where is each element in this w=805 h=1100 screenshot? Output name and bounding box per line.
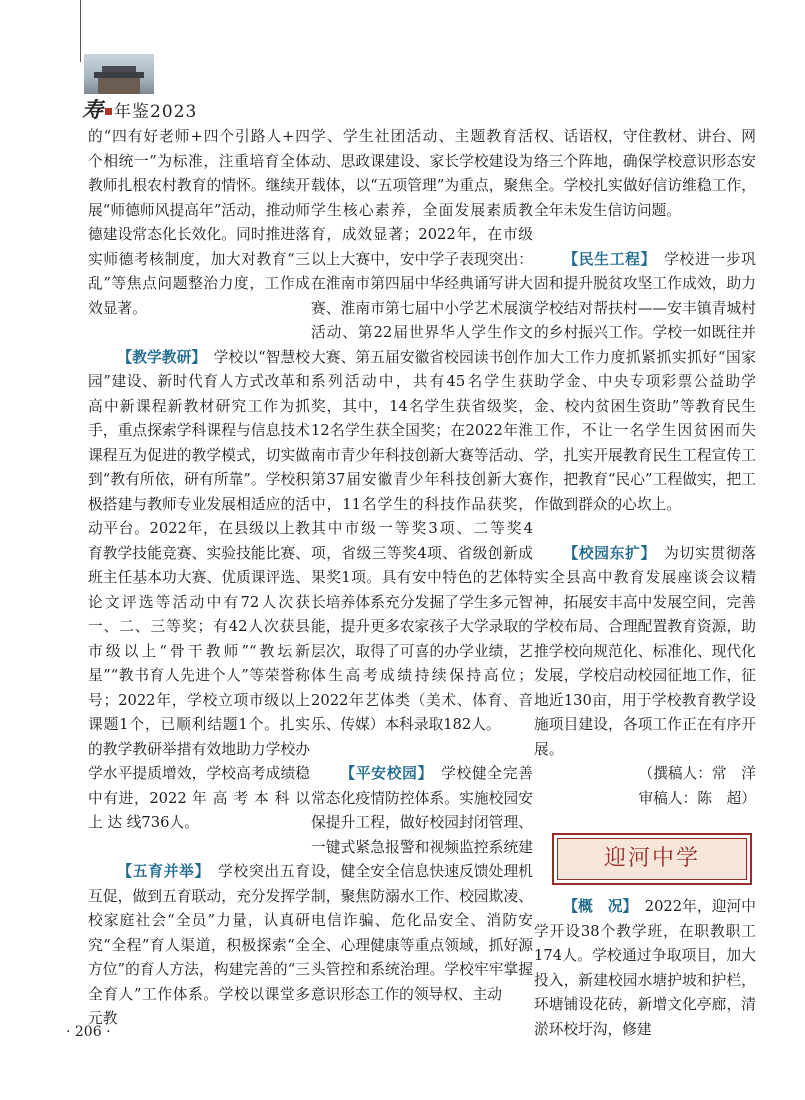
header-year: 2023 — [150, 102, 198, 122]
school-name: 迎河中学 — [557, 838, 747, 880]
author-credit: （撰稿人：常 洋 — [638, 765, 756, 782]
column-1 — [88, 125, 310, 1032]
header-title: 年鉴 — [114, 102, 150, 122]
paragraph-safe-campus: 【平安校园】 学校健全完善常态化疫情防控体系。实施校园安保提升工程，做好校园封闭管理、一键式紧急报警和视频监控系统建设，健全安全信息快速反馈处理机制，聚焦防溺水工作、校园欺凌、电信诈骗、危化品安全、消防安全、心理健康等重点领域，抓好源头管控和系统治理。学校牢牢掌握意识形态工作的领导权、主动 — [311, 765, 533, 1003]
reviewer-credit: 审稿人：陈 超） — [638, 789, 756, 807]
paragraph: 权、话语权，守住教材、讲台、网络三个阵地，确保学校意识形态安全。学校扎实做好信访维稳工作，全年未发生信访问题。 — [534, 128, 756, 219]
section-tag: 【五育并举】 — [117, 863, 203, 880]
section-tag: 【概 况】 — [563, 898, 630, 915]
paragraph-campus-expansion: 【校园东扩】 为切实贯彻落实全县高中教育发展座谈会议精神，拓展安丰高中发展空间，完善学校布局、合理配置教育资源，助推学校向规范化、标准化、现代化发展，学校启动校园征地工作，征地近130亩，用于学校教育教学设施项目建设，各项工作正在有序开展。 — [534, 544, 756, 758]
column-2 — [311, 125, 533, 1007]
paragraph: 学、学生社团活动、主题教育活动、思政课建设、家长学校建设为载体，以“五项管理”为重点，聚焦学生核心素养，全面发展素质教育，成效显著；2022年，在市级以上大赛中，安中学子表现突出：在淮南市第四届中华经典诵写讲大赛、淮南市第七届中小学艺术展演活动、第22届世界华人学生作文大赛、第五届安徽省校园读书创作系列活动中，共有45名学生获奖，其中，14名学生获省级奖，12名学生获全国奖；在2022年淮南市青少年科技创新大赛等活动、第37届安徽青少年科技创新大赛中，11名学生的科技作品获奖，其中市级一等奖3项、二等奖4项，省级三等奖4项、省级创新成果奖1项。具有安中特色的艺体特长培养体系充分发掘了学生多元智能，提升更多农家孩子大学录取的层次，取得了可喜的办学业绩，艺体生高考成绩持续保持高位；2022年艺体类（美术、体育、音乐、传媒）本科录取182人。 — [311, 128, 533, 733]
header-rule — [80, 0, 81, 62]
yearbook-header — [82, 94, 197, 124]
header-glyph: 寿 — [82, 97, 104, 122]
school-banner — [552, 833, 752, 885]
paragraph: 的“四有好老师+四个引路人+四个相统一”为标准，注重培育全体教师扎根农村教育的情怀。继续开展“师德师风提高年”活动，推动师德建设常态化长效化。同时推进落实师德考核制度，加大对教育“三乱”等焦点问题整治力度，工作成效显著。 — [88, 128, 310, 317]
paragraph-overview: 【概 况】 2022年，迎河中学开设38个教学班，在职教职工174人。学校通过争取项目，加大投入，新建校园水塘护坡和护栏，环塘铺设花砖，新增文化亭廊，清淤环校圩沟，修建 — [534, 898, 756, 1038]
paragraph-five-education: 【五育并举】 学校突出五育互促，做到五育联动，充分发挥学校家庭社会“全员”力量，认真研究“全程”育人渠道，积极探索“全方位”的育人方法，构建完善的“三全育人”工作体系。学校以课堂多元教 — [88, 863, 310, 1027]
page-number: · 206 · — [66, 1024, 111, 1040]
paragraph-teaching-research: 【教学教研】 学校以“智慧校园”建设、新时代育人方式改革和高中新课程新教材研究工作为抓手，重点探索学科课程与信息技术课程互为促进的教学模式，切实做到“教有所依，研有所靠”。学校积极搭建与教师专业发展相适应的活动平台。2022年，在县级以上教育教学技能竞赛、实验技能比赛、班主任基本功大赛、优质课评选、论文评选等活动中有72人次获一、二、三等奖；有42人次获县市级以上“骨干教师”“教坛新星”“教书育人先进个人”等荣誉称号；2022年，学校立项市级以上课题1个，已顺利结题1个。扎实的教学教研举措有效地助力学校办学水平提质增效，学校高考成绩稳中有进，2022 年 高 考 本 科 以 上 达 线736人。 — [88, 348, 310, 831]
seal-icon — [105, 108, 112, 115]
section-tag: 【平安校园】 — [340, 765, 426, 782]
section-tag: 【校园东扩】 — [563, 544, 649, 562]
section-tag: 【教学教研】 — [117, 348, 199, 366]
paragraph-livelihood: 【民生工程】 学校进一步巩固和提升脱贫攻坚工作成效，助力学校结对帮扶村——安丰镇青城村的乡村振兴工作。学校一如既往并加大工作力度抓紧抓实抓好“国家助学金、中央专项彩票公益助学金、校内贫困生资助”等教育民生工作，不让一名学生因贫困而失学，扎实开展教育民生工程宣传工作，把教育“民心”工程做实，把工作做到群众的心坎上。 — [534, 250, 756, 513]
section-tag: 【民生工程】 — [563, 250, 649, 268]
header-photo — [84, 54, 154, 94]
column-3 — [534, 125, 756, 1042]
